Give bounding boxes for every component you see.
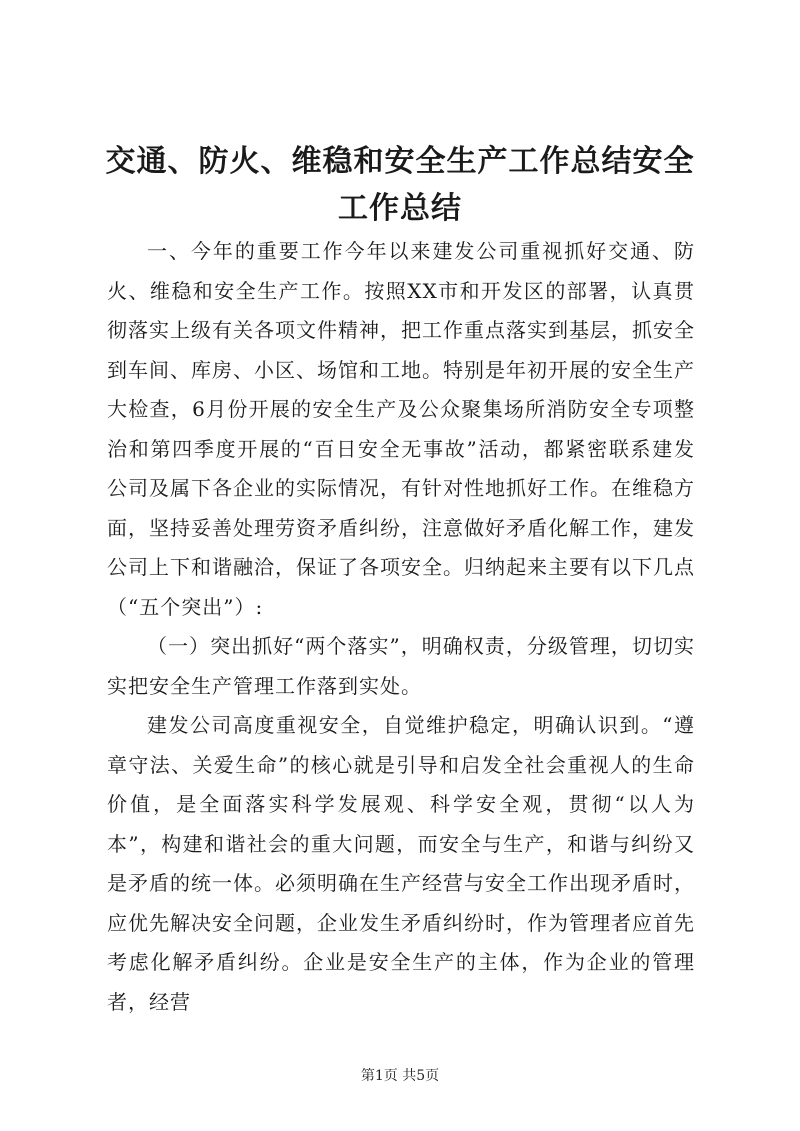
paragraph: 一、今年的重要工作今年以来建发公司重视抓好交通、防火、维稳和安全生产工作。按照XX市和开发区的部署，认真贯彻落实上级有关各项文件精神，把工作重点落实到基层，抓安全到车间、库房、小区、场馆和工地。特别是年初开展的安全生产大检查，6月份开展的安全生产及公众聚集场所消防安全专项整治和第四季度开展的“百日安全无事故”活动，都紧密联系建发公司及属下各企业的实际情况，有针对性地抓好工作。在维稳方面，坚持妥善处理劳资矛盾纠纷，注意做好矛盾化解工作，建发公司上下和谐融洽，保证了各项安全。归纳起来主要有以下几点（“五个突出”）: bbox=[107, 239, 695, 619]
page-number-footer: 第1页 共5页 bbox=[360, 1068, 440, 1084]
paragraph: 建发公司高度重视安全，自觉维护稳定，明确认识到。“遵章守法、关爱生命”的核心就是引导和启发全社会重视人的生命价值，是全面落实科学发展观、科学安全观，贯彻“以人为本”，构建和谐社会的重大问题，而安全与生产，和谐与纠纷又是矛盾的统一体。必须明确在生产经营与安全工作出现矛盾时，应优先解决安全问题，企业发生矛盾纠纷时，作为管理者应首先考虑化解矛盾纠纷。企业是安全生产的主体，作为企业的管理者，经营 bbox=[107, 713, 695, 1014]
document-title: 交通、防火、维稳和安全生产工作总结安全工作总结 bbox=[105, 144, 695, 226]
document-body bbox=[107, 232, 695, 1022]
paragraph: （一）突出抓好“两个落实”，明确权责，分级管理，切切实实把安全生产管理工作落到实处。 bbox=[107, 634, 695, 698]
